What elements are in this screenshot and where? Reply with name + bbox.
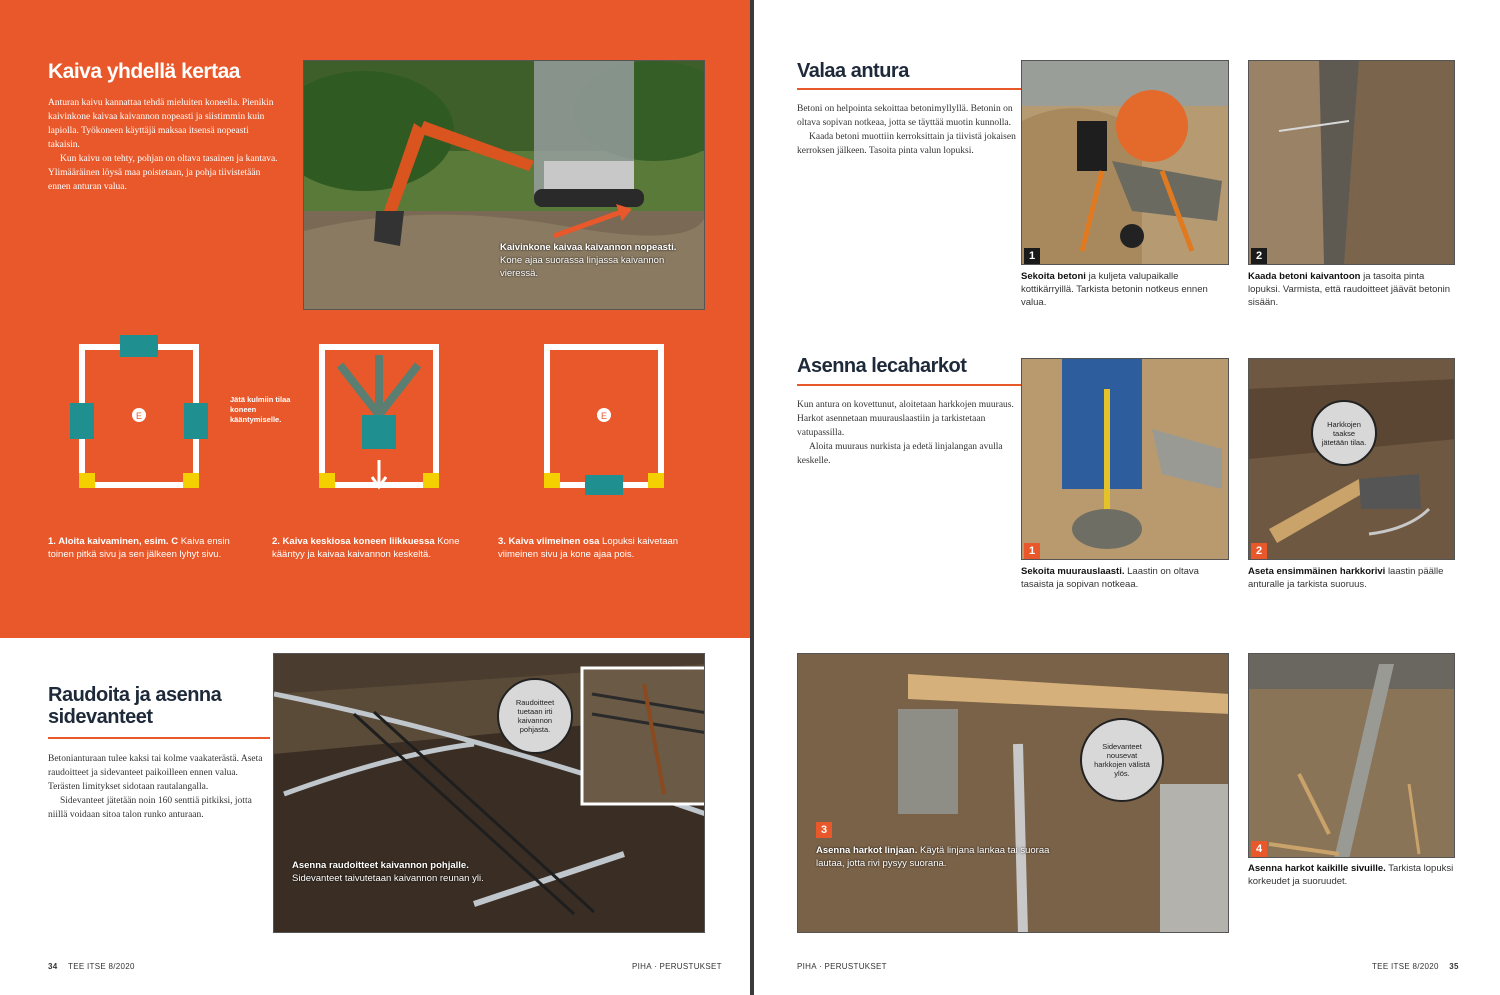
step-badge: 3 bbox=[816, 822, 832, 838]
diagram-caption-3 bbox=[498, 535, 703, 561]
mixer-photo-art bbox=[1022, 61, 1229, 265]
caption-bold: 2. Kaiva keskiosa koneen liikkuessa bbox=[272, 536, 435, 547]
caption-text: ja tasoita pinta lopuksi. Varmista, että raudoitteet jäävät betonin sisään. bbox=[1248, 271, 1451, 308]
magazine-name: TEE ITSE 8/2020 bbox=[1372, 962, 1439, 971]
rebar-callout-bubble: Raudoitteet tuetaan irti kaivannon pohjasta. bbox=[497, 678, 573, 754]
mortar-photo bbox=[1021, 358, 1229, 560]
block-wall-photo-art bbox=[1249, 654, 1455, 858]
step-badge: 2 bbox=[1251, 248, 1267, 264]
caption-text: Tarkista lopuksi korkeudet ja suoruudet. bbox=[1248, 863, 1454, 887]
block-line-photo-art bbox=[798, 654, 1229, 933]
step-caption-valaa-1 bbox=[1021, 270, 1229, 309]
section-title-asenna: Asenna lecaharkot bbox=[797, 355, 967, 377]
left-folio-section: PIHA · PERUSTUKSET bbox=[632, 962, 722, 971]
left-folio bbox=[48, 962, 135, 971]
paragraph: Kun antura on kovettunut, aloitetaan harkkojen muuraus. Harkot asennetaan muurauslaastiin ja tarkistetaan vatupassilla. bbox=[797, 400, 1014, 438]
caption-text: Lopuksi kaivetaan viimeinen sivu ja kone ajaa pois. bbox=[498, 536, 679, 560]
right-folio bbox=[1372, 962, 1459, 971]
diagram-caption-1 bbox=[48, 535, 253, 561]
digging-diagram-3 bbox=[535, 335, 673, 495]
paragraph: Aloita muuraus nurkista ja edetä linjalangan avulla keskelle. bbox=[797, 442, 1003, 466]
caption-bold: 1. Aloita kaivaminen, esim. C bbox=[48, 536, 179, 547]
digging-diagram-1 bbox=[70, 335, 208, 495]
block-line-photo-caption bbox=[816, 844, 1066, 870]
paragraph: Kaada betoni muottiin kerroksittain ja tiivistä jokaisen kerroksen jälkeen. Tasoita pinta valun lopuksi. bbox=[797, 132, 1016, 156]
section-title-raudoita: Raudoita ja asenna sidevanteet bbox=[48, 684, 222, 728]
section-rule bbox=[797, 88, 1022, 90]
section-body-kaiva bbox=[48, 96, 278, 194]
caption-text: Käytä linjana lankaa tai suoraa lautaa, jotta rivi pysyy suorana. bbox=[816, 845, 1050, 869]
svg-text:E: E bbox=[600, 411, 608, 421]
rebar-photo bbox=[273, 653, 705, 933]
step-caption-valaa-2 bbox=[1248, 270, 1455, 309]
paragraph: Kun kaivu on tehty, pohjan on oltava tasainen ja kantava. Ylimääräinen löysä maa poistetaan, ja pohja tiivistetään ennen anturan valua. bbox=[48, 154, 278, 192]
mixer-photo bbox=[1021, 60, 1229, 265]
paragraph: Anturan kaivu kannattaa tehdä mieluiten koneella. Pienikin kaivinkone kaivaa kaivannon nopeasti ja siistimmin kuin lapiolla. Työkoneen käyttäjä maksaa itsensä nopeasti takaisin. bbox=[48, 98, 274, 150]
block-callout-bubble-top: Harkkojen taakse jätetään tilaa. bbox=[1311, 400, 1377, 466]
paragraph: Sidevanteet jätetään noin 160 senttiä pitkiksi, jotta niillä voidaan sitoa talon runko anturaan. bbox=[48, 796, 252, 820]
caption-text: Laastin on oltava tasaista ja sopivan notkeaa. bbox=[1021, 566, 1199, 590]
right-page bbox=[754, 0, 1500, 995]
section-title-kaiva: Kaiva yhdellä kertaa bbox=[48, 60, 240, 83]
diagram-caption-2 bbox=[272, 535, 477, 561]
section-body-asenna bbox=[797, 398, 1017, 468]
caption-bold: Kaivinkone kaivaa kaivannon nopeasti. bbox=[500, 242, 677, 253]
caption-bold: 3. Kaiva viimeinen osa bbox=[498, 536, 600, 547]
step-caption-asenna-2 bbox=[1248, 565, 1455, 591]
step-caption-asenna-1 bbox=[1021, 565, 1229, 591]
step-badge: 1 bbox=[1024, 248, 1040, 264]
section-body-valaa bbox=[797, 102, 1017, 158]
section-rule bbox=[797, 384, 1022, 386]
caption-text: Kaiva ensin toinen pitkä sivu ja sen jälkeen lyhyt sivu. bbox=[48, 536, 230, 560]
step-badge: 4 bbox=[1251, 841, 1267, 857]
page-number: 34 bbox=[48, 962, 58, 971]
rebar-photo-art bbox=[274, 654, 705, 933]
diagram-2-art bbox=[310, 335, 448, 495]
rebar-photo-caption bbox=[292, 859, 492, 885]
step-badge: 1 bbox=[1024, 543, 1040, 559]
block-callout-bubble-bottom: Sidevanteet nousevat harkkojen välistä ylös. bbox=[1080, 718, 1164, 802]
digging-diagram-2 bbox=[310, 335, 448, 495]
caption-text: Kone kääntyy ja kaivaa kaivannon keskeltä. bbox=[272, 536, 460, 560]
page-number: 35 bbox=[1449, 962, 1459, 971]
trench-photo-art bbox=[1249, 61, 1455, 265]
diagram-note: Jätä kulmiin tilaa koneen kääntymiselle. bbox=[230, 395, 291, 424]
section-body-raudoita bbox=[48, 752, 270, 822]
section-title-valaa: Valaa antura bbox=[797, 60, 909, 82]
caption-bold: Kaada betoni kaivantoon bbox=[1248, 271, 1361, 282]
caption-text: Sidevanteet taivutetaan kaivannon reunan yli. bbox=[292, 873, 484, 884]
caption-text: laastin päälle anturalle ja tarkista suoruus. bbox=[1248, 566, 1444, 590]
paragraph: Betonianturaan tulee kaksi tai kolme vaakaterästä. Aseta raudoitteet ja sidevanteet paikoilleen ennen valua. Terästen limitykset sidotaan rautalangalla. bbox=[48, 754, 263, 792]
step-badge: 2 bbox=[1251, 543, 1267, 559]
step-caption-asenna-4 bbox=[1248, 862, 1455, 888]
diagram-3-art bbox=[535, 335, 673, 495]
caption-text: ja kuljeta valupaikalle kottikärryillä. Tarkista betonin notkeus ennen valua. bbox=[1021, 271, 1208, 308]
block-wall-photo bbox=[1248, 653, 1455, 858]
caption-bold: Asenna harkot linjaan. bbox=[816, 845, 918, 856]
excavator-photo bbox=[303, 60, 705, 310]
caption-bold: Asenna harkot kaikille sivuille. bbox=[1248, 863, 1386, 874]
caption-bold: Aseta ensimmäinen harkkorivi bbox=[1248, 566, 1386, 577]
excavator-photo-caption bbox=[500, 241, 700, 280]
mortar-photo-art bbox=[1022, 359, 1229, 560]
caption-text: Kone ajaa suorassa linjassa kaivannon vieressä. bbox=[500, 255, 665, 279]
diagram-1-art bbox=[70, 335, 208, 495]
magazine-name: TEE ITSE 8/2020 bbox=[68, 962, 135, 971]
trench-photo bbox=[1248, 60, 1455, 265]
caption-bold: Sekoita betoni bbox=[1021, 271, 1086, 282]
section-rule bbox=[48, 737, 270, 739]
caption-bold: Sekoita muurauslaasti. bbox=[1021, 566, 1125, 577]
right-folio-section: PIHA · PERUSTUKSET bbox=[797, 962, 887, 971]
svg-text:E: E bbox=[135, 411, 143, 421]
caption-bold: Asenna raudoitteet kaivannon pohjalle. bbox=[292, 860, 469, 871]
paragraph: Betoni on helpointa sekoittaa betonimyllyllä. Betonin on oltava sopivan notkeaa, jotta se täyttää muotin kunnolla. bbox=[797, 104, 1013, 128]
block-line-photo bbox=[797, 653, 1229, 933]
